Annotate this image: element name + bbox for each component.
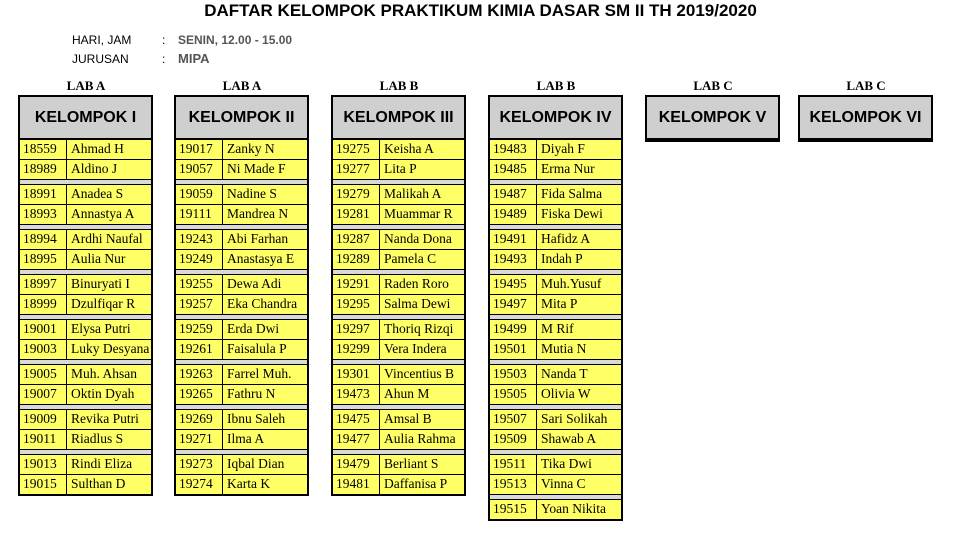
student-name: Ahun M — [384, 386, 430, 401]
table-row — [176, 319, 307, 339]
lab-label: LAB B — [379, 78, 419, 93]
student-id: 18994 — [20, 230, 67, 249]
student-name: Aldino J — [71, 161, 118, 176]
table-row — [20, 339, 151, 359]
table-row — [333, 384, 464, 404]
table-row — [333, 294, 464, 314]
student-name: Faisalula P — [227, 341, 287, 356]
student-id: 19281 — [333, 205, 380, 224]
student-name: Berliant S — [384, 456, 439, 471]
student-id: 19509 — [490, 430, 537, 449]
student-id: 19479 — [333, 455, 380, 474]
student-name: Malikah A — [384, 186, 442, 201]
group-header: KELOMPOK III — [333, 97, 464, 140]
student-name: Eka Chandra — [227, 296, 298, 311]
student-id: 18991 — [20, 185, 67, 204]
student-id: 19059 — [176, 185, 223, 204]
student-name: Muh. Ahsan — [71, 366, 138, 381]
student-id: 19497 — [490, 295, 537, 314]
student-name: Karta K — [227, 476, 271, 491]
lab-label: LAB A — [66, 78, 106, 93]
student-name: Dewa Adi — [227, 276, 282, 291]
table-row — [333, 339, 464, 359]
table-row — [490, 294, 621, 314]
student-name: Shawab A — [541, 431, 597, 446]
table-row — [20, 294, 151, 314]
student-name: Mutia N — [541, 341, 587, 356]
group-header: KELOMPOK I — [20, 97, 151, 140]
student-name: Rindi Eliza — [71, 456, 133, 471]
student-id: 19485 — [490, 160, 537, 179]
student-id: 19249 — [176, 250, 223, 269]
table-row — [490, 229, 621, 249]
student-id: 19491 — [490, 230, 537, 249]
student-name: M Rif — [541, 321, 574, 336]
student-id: 18559 — [20, 140, 67, 159]
lab-label: LAB B — [536, 78, 576, 93]
student-name: Iqbal Dian — [227, 456, 285, 471]
student-id: 19277 — [333, 160, 380, 179]
table-row — [333, 429, 464, 449]
student-id: 19271 — [176, 430, 223, 449]
student-name: Daffanisa P — [384, 476, 448, 491]
table-row — [20, 204, 151, 224]
group-table — [798, 95, 933, 142]
student-id: 19263 — [176, 365, 223, 384]
hari-label: HARI, JAM — [72, 33, 132, 47]
student-id: 18989 — [20, 160, 67, 179]
student-name: Riadlus S — [71, 431, 124, 446]
student-id: 19291 — [333, 275, 380, 294]
student-name: Mita P — [541, 296, 578, 311]
page-title: DAFTAR KELOMPOK PRAKTIKUM KIMIA DASAR SM II TH 2019/2020 — [204, 1, 757, 20]
jurusan-value: MIPA — [178, 51, 210, 66]
table-row — [490, 140, 621, 159]
table-row — [20, 229, 151, 249]
table-row — [176, 294, 307, 314]
student-id: 19493 — [490, 250, 537, 269]
student-name: Fiska Dewi — [541, 206, 603, 221]
student-name: Salma Dewi — [384, 296, 451, 311]
student-name: Revika Putri — [71, 411, 139, 426]
student-name: Pamela C — [384, 251, 437, 266]
table-row — [333, 140, 464, 159]
student-name: Muammar R — [384, 206, 453, 221]
table-row — [176, 454, 307, 474]
student-name: Hafidz A — [541, 231, 591, 246]
student-name: Anadea S — [71, 186, 124, 201]
student-id: 18993 — [20, 205, 67, 224]
student-name: Raden Roro — [384, 276, 449, 291]
lab-label: LAB C — [846, 78, 886, 93]
student-id: 19287 — [333, 230, 380, 249]
student-id: 19289 — [333, 250, 380, 269]
table-row — [490, 204, 621, 224]
group-table — [331, 95, 466, 496]
table-row — [333, 274, 464, 294]
group-header: KELOMPOK IV — [490, 97, 621, 140]
student-id: 19473 — [333, 385, 380, 404]
student-id: 19257 — [176, 295, 223, 314]
student-name: Dzulfiqar R — [71, 296, 136, 311]
student-id: 18997 — [20, 275, 67, 294]
student-name: Annastya A — [71, 206, 135, 221]
student-id: 19507 — [490, 410, 537, 429]
student-name: Nanda Dona — [384, 231, 452, 246]
student-name: Tika Dwi — [541, 456, 592, 471]
student-name: Vera Indera — [384, 341, 447, 356]
student-id: 19111 — [176, 205, 223, 224]
table-row — [333, 229, 464, 249]
student-id: 19243 — [176, 230, 223, 249]
table-row — [333, 159, 464, 179]
table-row — [20, 454, 151, 474]
student-name: Oktin Dyah — [71, 386, 135, 401]
table-row — [490, 339, 621, 359]
table-row — [20, 474, 151, 494]
student-id: 19015 — [20, 475, 67, 494]
student-name: Olivia W — [541, 386, 591, 401]
student-id: 19301 — [333, 365, 380, 384]
table-row — [20, 319, 151, 339]
table-row — [176, 159, 307, 179]
table-row — [176, 184, 307, 204]
table-row — [176, 409, 307, 429]
student-id: 19057 — [176, 160, 223, 179]
student-id: 19501 — [490, 340, 537, 359]
table-row — [490, 384, 621, 404]
student-name: Fida Salma — [541, 186, 603, 201]
student-id: 19515 — [490, 500, 537, 519]
group-table — [174, 95, 309, 496]
group-header: KELOMPOK VI — [800, 97, 931, 140]
student-id: 19274 — [176, 475, 223, 494]
student-name: Ardhi Naufal — [71, 231, 143, 246]
table-row — [333, 204, 464, 224]
table-row — [490, 364, 621, 384]
student-name: Ilma A — [227, 431, 265, 446]
student-id: 19001 — [20, 320, 67, 339]
jurusan-separator: : — [162, 52, 166, 66]
table-row — [490, 409, 621, 429]
group-header: KELOMPOK V — [647, 97, 778, 140]
student-name: Amsal B — [384, 411, 432, 426]
student-name: Sulthan D — [71, 476, 126, 491]
table-row — [333, 364, 464, 384]
table-row — [20, 140, 151, 159]
student-id: 19017 — [176, 140, 223, 159]
student-id: 19261 — [176, 340, 223, 359]
student-id: 19495 — [490, 275, 537, 294]
student-id: 19005 — [20, 365, 67, 384]
student-name: Erda Dwi — [227, 321, 280, 336]
student-id: 19505 — [490, 385, 537, 404]
student-name: Luky Desyana — [71, 341, 150, 356]
table-row — [333, 319, 464, 339]
student-id: 19481 — [333, 475, 380, 494]
student-name: Nanda T — [541, 366, 588, 381]
table-row — [490, 429, 621, 449]
student-name: Ibnu Saleh — [227, 411, 286, 426]
student-name: Ahmad H — [71, 141, 124, 156]
student-name: Binuryati I — [71, 276, 130, 291]
student-id: 19279 — [333, 185, 380, 204]
student-id: 19007 — [20, 385, 67, 404]
student-id: 19009 — [20, 410, 67, 429]
table-row — [176, 474, 307, 494]
student-name: Zanky N — [227, 141, 275, 156]
student-id: 19003 — [20, 340, 67, 359]
table-row — [20, 184, 151, 204]
student-id: 19275 — [333, 140, 380, 159]
student-id: 19273 — [176, 455, 223, 474]
table-row — [176, 229, 307, 249]
table-row — [490, 184, 621, 204]
table-row — [176, 364, 307, 384]
student-id: 19011 — [20, 430, 67, 449]
table-row — [20, 409, 151, 429]
student-id: 19511 — [490, 455, 537, 474]
student-name: Aulia Nur — [71, 251, 126, 266]
student-name: Vincentius B — [384, 366, 455, 381]
student-name: Anastasya E — [227, 251, 295, 266]
student-name: Indah P — [541, 251, 583, 266]
table-row — [176, 204, 307, 224]
table-row — [333, 454, 464, 474]
table-row — [20, 159, 151, 179]
table-row — [20, 249, 151, 269]
student-name: Fathru N — [227, 386, 276, 401]
student-name: Abi Farhan — [227, 231, 289, 246]
table-row — [490, 159, 621, 179]
student-name: Diyah F — [541, 141, 585, 156]
student-id: 19483 — [490, 140, 537, 159]
student-name: Farrel Muh. — [227, 366, 292, 381]
student-id: 19503 — [490, 365, 537, 384]
hari-value: SENIN, 12.00 - 15.00 — [178, 33, 293, 47]
group-header: KELOMPOK II — [176, 97, 307, 140]
lab-label: LAB A — [222, 78, 262, 93]
student-name: Keisha A — [384, 141, 434, 156]
table-row — [176, 249, 307, 269]
table-row — [176, 140, 307, 159]
student-id: 19477 — [333, 430, 380, 449]
student-id: 19297 — [333, 320, 380, 339]
student-name: Mandrea N — [227, 206, 289, 221]
student-id: 19299 — [333, 340, 380, 359]
table-row — [333, 249, 464, 269]
lab-label: LAB C — [693, 78, 733, 93]
table-row — [20, 274, 151, 294]
hari-separator: : — [162, 33, 166, 47]
table-row — [490, 499, 621, 519]
student-name: Erma Nur — [541, 161, 595, 176]
student-name: Muh.Yusuf — [541, 276, 602, 291]
student-id: 19259 — [176, 320, 223, 339]
student-name: Nadine S — [227, 186, 277, 201]
table-row — [490, 249, 621, 269]
student-name: Vinna C — [541, 476, 586, 491]
student-name: Sari Solikah — [541, 411, 608, 426]
student-name: Ni Made F — [227, 161, 286, 176]
table-row — [20, 429, 151, 449]
table-row — [176, 274, 307, 294]
table-row — [176, 429, 307, 449]
student-id: 19269 — [176, 410, 223, 429]
student-id: 19489 — [490, 205, 537, 224]
table-row — [176, 384, 307, 404]
group-table — [645, 95, 780, 142]
student-id: 19295 — [333, 295, 380, 314]
table-row — [490, 454, 621, 474]
student-id: 19255 — [176, 275, 223, 294]
student-id: 18999 — [20, 295, 67, 314]
student-id: 19513 — [490, 475, 537, 494]
table-row — [176, 339, 307, 359]
table-row — [20, 384, 151, 404]
table-row — [333, 184, 464, 204]
student-id: 18995 — [20, 250, 67, 269]
table-row — [490, 319, 621, 339]
table-row — [490, 474, 621, 494]
student-id: 19487 — [490, 185, 537, 204]
student-name: Elysa Putri — [71, 321, 131, 336]
student-name: Thoriq Rizqi — [384, 321, 454, 336]
table-row — [20, 364, 151, 384]
student-id: 19013 — [20, 455, 67, 474]
jurusan-label: JURUSAN — [72, 52, 129, 66]
student-name: Lita P — [384, 161, 417, 176]
student-id: 19499 — [490, 320, 537, 339]
table-row — [333, 474, 464, 494]
student-id: 19265 — [176, 385, 223, 404]
group-table — [488, 95, 623, 521]
student-id: 19475 — [333, 410, 380, 429]
table-row — [490, 274, 621, 294]
student-name: Yoan Nikita — [541, 501, 607, 516]
student-name: Aulia Rahma — [384, 431, 456, 446]
table-row — [333, 409, 464, 429]
group-table — [18, 95, 153, 496]
